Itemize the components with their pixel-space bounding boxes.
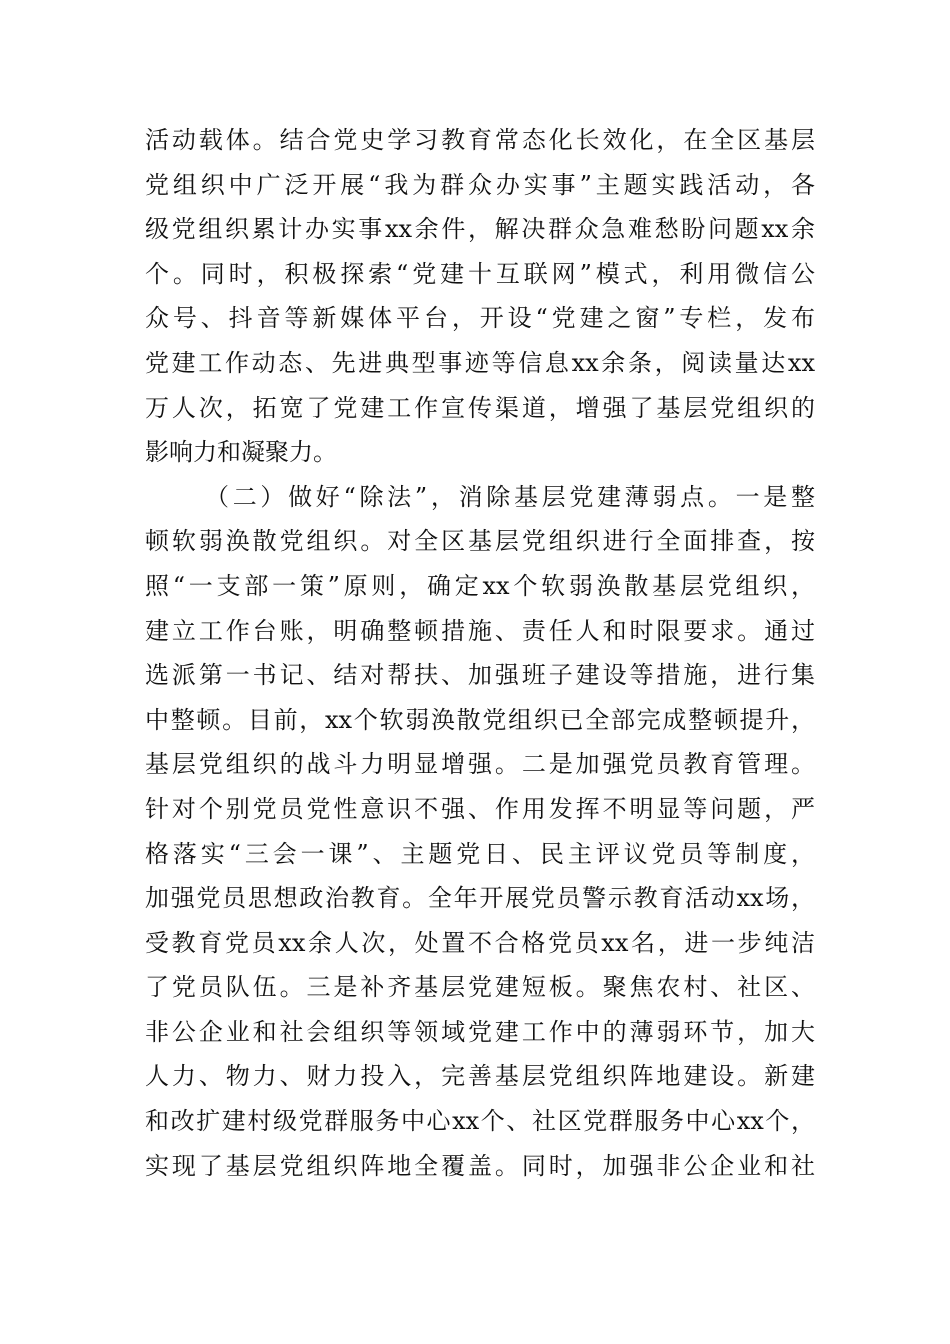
- text-line: 党建工作动态、先进典型事迹等信息xx余条，阅读量达xx: [145, 348, 815, 377]
- section-heading-line: （二）做好“除法”，消除基层党建薄弱点。一是整: [205, 482, 815, 511]
- text-line: 建立工作台账，明确整顿措施、责任人和时限要求。通过: [145, 616, 815, 645]
- text-line: 格落实“三会一课”、主题党日、民主评议党员等制度，: [145, 839, 815, 868]
- text-line: 人力、物力、财力投入，完善基层党组织阵地建设。新建: [145, 1062, 815, 1091]
- text-line: 和改扩建村级党群服务中心xx个、社区党群服务中心xx个，: [145, 1107, 815, 1136]
- text-line: 基层党组织的战斗力明显增强。二是加强党员教育管理。: [145, 750, 815, 779]
- text-line: 选派第一书记、结对帮扶、加强班子建设等措施，进行集: [145, 661, 815, 690]
- text-line: 活动载体。结合党史学习教育常态化长效化，在全区基层: [145, 126, 815, 154]
- text-line: 中整顿。目前，xx个软弱涣散党组织已全部完成整顿提升，: [145, 705, 815, 734]
- body-text: [145, 118, 815, 1188]
- text-line: 受教育党员xx余人次，处置不合格党员xx名，进一步纯洁: [145, 928, 815, 957]
- text-line: 党组织中广泛开展“我为群众办实事”主题实践活动，各: [145, 170, 815, 199]
- text-line: 实现了基层党组织阵地全覆盖。同时，加强非公企业和社: [145, 1151, 815, 1180]
- text-line: 了党员队伍。三是补齐基层党建短板。聚焦农村、社区、: [145, 973, 815, 1002]
- text-line: 针对个别党员党性意识不强、作用发挥不明显等问题，严: [145, 794, 815, 823]
- text-line: 个。同时，积极探索“党建十互联网”模式，利用微信公: [145, 259, 815, 288]
- text-line: 顿软弱涣散党组织。对全区基层党组织进行全面排查，按: [145, 527, 815, 556]
- text-line: 照“一支部一策”原则，确定xx个软弱涣散基层党组织，: [145, 571, 815, 600]
- text-line: 非公企业和社会组织等领域党建工作中的薄弱环节，加大: [145, 1017, 815, 1046]
- text-line: 影响力和凝聚力。: [145, 438, 337, 467]
- text-line: 加强党员思想政治教育。全年开展党员警示教育活动xx场，: [145, 884, 815, 913]
- text-line: 级党组织累计办实事xx余件，解决群众急难愁盼问题xx余: [145, 215, 815, 244]
- text-line: 万人次，拓宽了党建工作宣传渠道，增强了基层党组织的: [145, 393, 815, 422]
- text-line: 众号、抖音等新媒体平台，开设“党建之窗”专栏，发布: [145, 304, 815, 333]
